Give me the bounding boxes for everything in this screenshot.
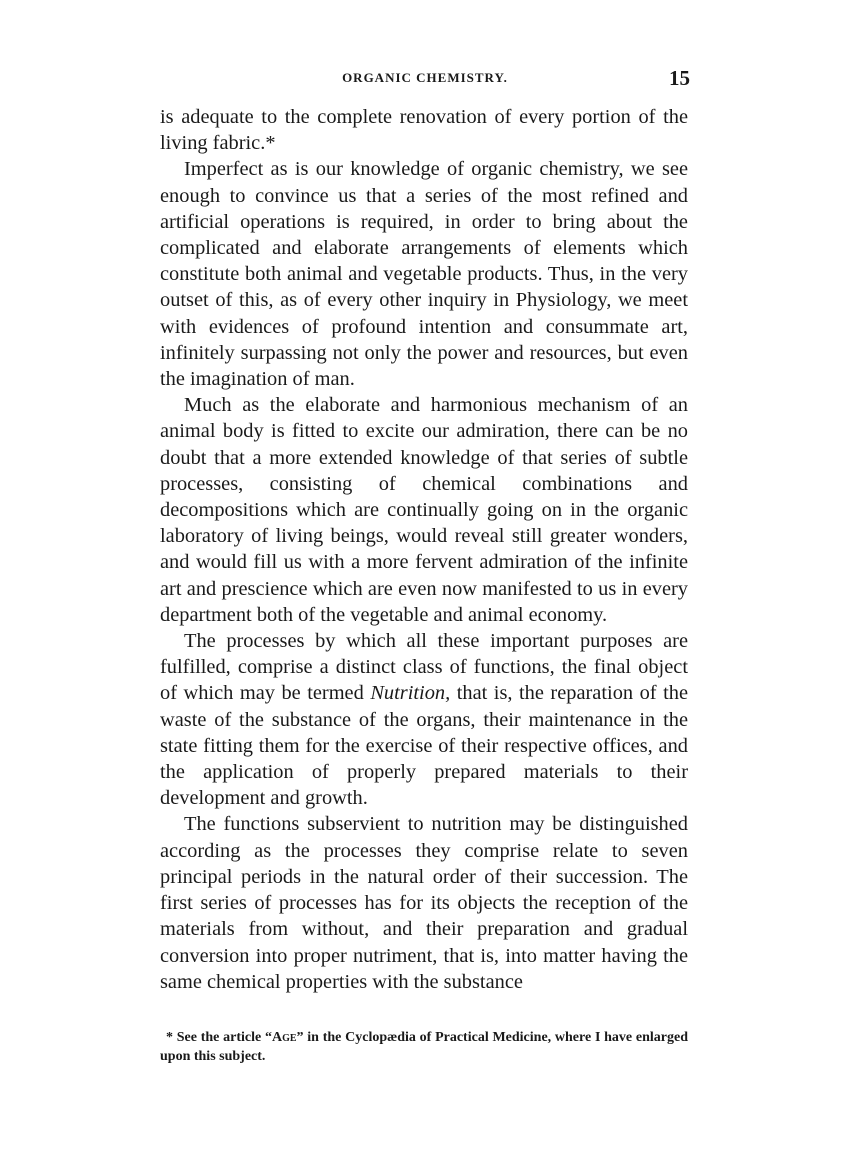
footnote-text-end: ” in the Cyclopædia of Practical Medicine, where I have enlarged upon this subject. [160,1030,688,1064]
footnote-marker: * [166,1030,173,1045]
paragraph-mechanism: Much as the elaborate and harmonious mechanism of an animal body is fitted to excite our admiration, there can be no doubt that a more extended knowledge of that series of subtle processes, consisting of chemical combinations and decompositions which are continually going on in the organic laboratory of living beings, would reveal still greater wonders, and would fill us with a more fervent admiration of the infinite art and prescience which are even now manifested to us in every department both of the vegetable and animal economy. [160,394,688,626]
paragraph-nutrition-start: The processes by which all these important purposes are fulfilled, comprise a distinct class of functions, the final object of which may be termed [160,630,688,705]
paragraph-imperfect-knowledge: Imperfect as is our knowledge of organic chemistry, we see enough to convince us that a series of the most refined and artificial operations is required, in order to bring about the complicated and elaborate arrangements of elements which constitute both animal and vegetable products. Thus, in the very outset of this, as of every other inquiry in Physiology, we meet with evidences of profound intention and consummate art, infinitely surpassing not only the power and resources, but even the imagination of man. [160,158,688,391]
running-title: ORGANIC CHEMISTRY. [342,70,508,85]
footnotes [160,1028,688,1066]
paragraph-nutrition-end: that is, the reparation of the waste of the substance of the organs, their maintenance in the state fitting them for the exercise of their respective offices, and the application of properly prepared materials to their development and growth. [160,682,688,810]
nutrition-term: Nutrition, [370,682,451,705]
footnote-article-title: Age [271,1030,297,1045]
main-text [160,104,688,995]
footnote-text-start: See the article “ [176,1030,272,1045]
paragraph-nutrition [160,628,688,811]
running-head [160,66,690,92]
paragraph-continued: is adequate to the complete renovation of every portion of the living fabric.* [160,106,688,155]
footnote [160,1028,688,1066]
paragraph-functions: The functions subservient to nutrition may be distinguished according as the processes they comprise relate to seven principal periods in the natural order of their succession. The first series of processes has for its objects the reception of the materials from without, and their preparation and gradual conversion into proper nutriment, that is, into matter having the same chemical properties with the substance [160,813,688,993]
page-number: 15 [669,66,690,90]
